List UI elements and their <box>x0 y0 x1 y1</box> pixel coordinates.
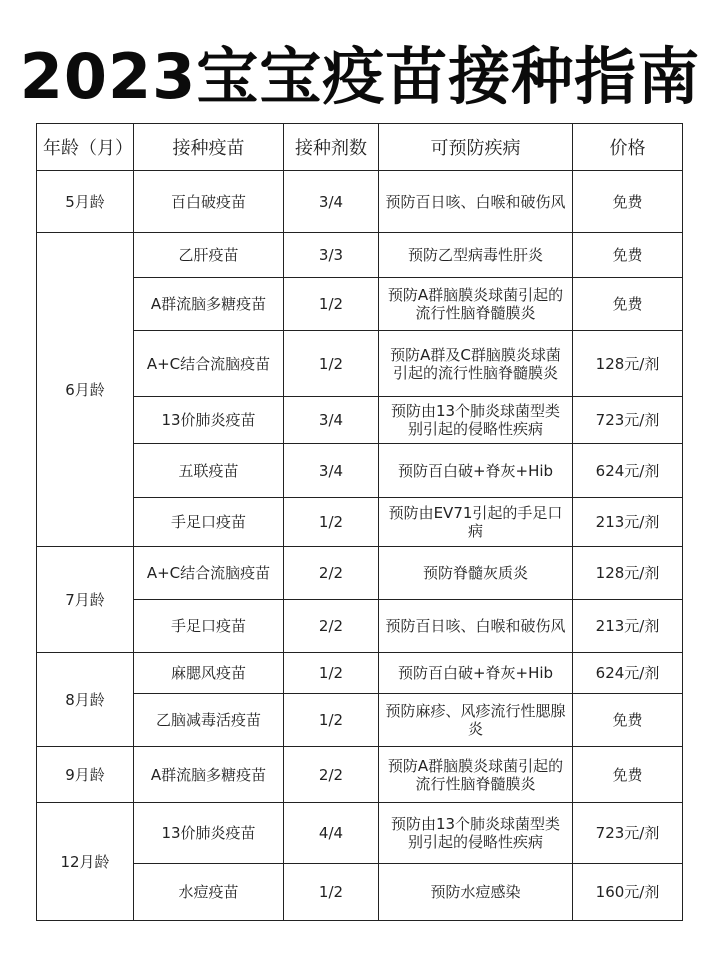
price-cell: 免费 <box>573 171 683 233</box>
price-cell: 免费 <box>573 233 683 278</box>
doses-cell: 2/2 <box>284 547 379 600</box>
doses-cell: 3/4 <box>284 444 379 498</box>
age-cell: 9月龄 <box>37 747 134 803</box>
vaccine-cell: 手足口疫苗 <box>134 600 284 653</box>
disease-cell: 预防A群及C群脑膜炎球菌引起的流行性脑脊髓膜炎 <box>379 331 573 397</box>
table-row <box>37 278 683 331</box>
table-row <box>37 803 683 864</box>
doses-cell: 1/2 <box>284 864 379 921</box>
doses-cell: 1/2 <box>284 653 379 694</box>
age-cell: 12月龄 <box>37 803 134 921</box>
doses-cell: 2/2 <box>284 600 379 653</box>
disease-cell: 预防百日咳、白喉和破伤风 <box>379 171 573 233</box>
price-cell: 128元/剂 <box>573 331 683 397</box>
vaccine-cell: 麻腮风疫苗 <box>134 653 284 694</box>
doses-cell: 1/2 <box>284 694 379 747</box>
price-cell: 免费 <box>573 278 683 331</box>
doses-cell: 2/2 <box>284 747 379 803</box>
price-cell: 624元/剂 <box>573 653 683 694</box>
price-cell: 免费 <box>573 694 683 747</box>
table-row <box>37 498 683 547</box>
disease-cell: 预防百白破+脊灰+Hib <box>379 653 573 694</box>
table-row <box>37 600 683 653</box>
age-cell: 5月龄 <box>37 171 134 233</box>
price-cell: 723元/剂 <box>573 397 683 444</box>
table-row <box>37 694 683 747</box>
table-row <box>37 747 683 803</box>
vaccine-cell: 百白破疫苗 <box>134 171 284 233</box>
header-doses: 接种剂数 <box>284 124 379 171</box>
age-cell: 7月龄 <box>37 547 134 653</box>
disease-cell: 预防百日咳、白喉和破伤风 <box>379 600 573 653</box>
table-row <box>37 547 683 600</box>
doses-cell: 4/4 <box>284 803 379 864</box>
vaccine-cell: 13价肺炎疫苗 <box>134 803 284 864</box>
disease-cell: 预防水痘感染 <box>379 864 573 921</box>
price-cell: 723元/剂 <box>573 803 683 864</box>
vaccine-cell: 乙肝疫苗 <box>134 233 284 278</box>
vaccine-cell: 13价肺炎疫苗 <box>134 397 284 444</box>
vaccine-cell: 水痘疫苗 <box>134 864 284 921</box>
table-header-row <box>37 124 683 171</box>
doses-cell: 1/2 <box>284 498 379 547</box>
disease-cell: 预防百白破+脊灰+Hib <box>379 444 573 498</box>
price-cell: 160元/剂 <box>573 864 683 921</box>
header-disease: 可预防疾病 <box>379 124 573 171</box>
disease-cell: 预防A群脑膜炎球菌引起的流行性脑脊髓膜炎 <box>379 747 573 803</box>
vaccine-cell: A+C结合流脑疫苗 <box>134 331 284 397</box>
price-cell: 213元/剂 <box>573 498 683 547</box>
disease-cell: 预防麻疹、风疹流行性腮腺炎 <box>379 694 573 747</box>
doses-cell: 3/3 <box>284 233 379 278</box>
table-row <box>37 653 683 694</box>
disease-cell: 预防由13个肺炎球菌型类别引起的侵略性疾病 <box>379 803 573 864</box>
price-cell: 128元/剂 <box>573 547 683 600</box>
doses-cell: 3/4 <box>284 171 379 233</box>
table-row <box>37 864 683 921</box>
vaccine-cell: 手足口疫苗 <box>134 498 284 547</box>
vaccine-cell: A+C结合流脑疫苗 <box>134 547 284 600</box>
vaccine-schedule-table <box>36 123 683 921</box>
disease-cell: 预防由EV71引起的手足口病 <box>379 498 573 547</box>
price-cell: 624元/剂 <box>573 444 683 498</box>
table-row <box>37 397 683 444</box>
vaccine-cell: 五联疫苗 <box>134 444 284 498</box>
vaccine-cell: A群流脑多糖疫苗 <box>134 747 284 803</box>
doses-cell: 1/2 <box>284 331 379 397</box>
price-cell: 213元/剂 <box>573 600 683 653</box>
table-row <box>37 233 683 278</box>
vaccine-cell: 乙脑减毒活疫苗 <box>134 694 284 747</box>
page-title: 2023宝宝疫苗接种指南 <box>19 40 701 113</box>
disease-cell: 预防A群脑膜炎球菌引起的流行性脑脊髓膜炎 <box>379 278 573 331</box>
disease-cell: 预防乙型病毒性肝炎 <box>379 233 573 278</box>
vaccine-cell: A群流脑多糖疫苗 <box>134 278 284 331</box>
table-row <box>37 331 683 397</box>
disease-cell: 预防脊髓灰质炎 <box>379 547 573 600</box>
age-cell: 8月龄 <box>37 653 134 747</box>
table-row <box>37 171 683 233</box>
table-row <box>37 444 683 498</box>
disease-cell: 预防由13个肺炎球菌型类别引起的侵略性疾病 <box>379 397 573 444</box>
age-cell: 6月龄 <box>37 233 134 547</box>
header-age: 年龄（月） <box>37 124 134 171</box>
price-cell: 免费 <box>573 747 683 803</box>
doses-cell: 3/4 <box>284 397 379 444</box>
doses-cell: 1/2 <box>284 278 379 331</box>
header-price: 价格 <box>573 124 683 171</box>
header-vaccine: 接种疫苗 <box>134 124 284 171</box>
